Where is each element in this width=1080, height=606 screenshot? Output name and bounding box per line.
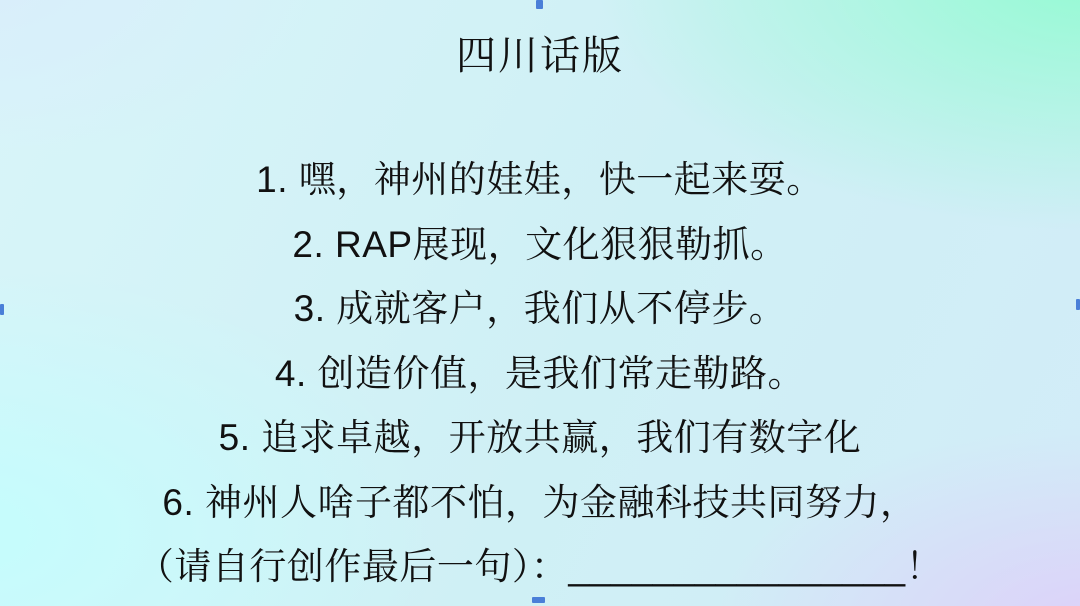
edge-mark-left <box>0 304 4 315</box>
slide-body <box>0 144 1080 596</box>
edge-mark-top <box>536 0 543 9</box>
chant-line-6: 6. 神州人啥子都不怕，为金融科技共同努力， <box>162 481 918 523</box>
chant-line-5: 5. 追求卓越，开放共赢，我们有数字化 <box>218 417 862 459</box>
chant-line-3: 3. 成就客户，我们从不停步。 <box>293 288 787 330</box>
slide-title: 四川话版 <box>456 34 624 78</box>
chant-line-4: 4. 创造价值，是我们常走勒路。 <box>274 352 806 394</box>
edge-mark-bottom <box>532 597 545 603</box>
chant-line-2: 2. RAP展现，文化狠狠勒抓。 <box>292 223 788 265</box>
chant-line-1: 1. 嘿，神州的娃娃，快一起来耍。 <box>256 159 824 201</box>
fill-in-blank-line: （请自行创作最后一句）：________________！ <box>136 546 944 588</box>
edge-mark-right <box>1076 299 1080 310</box>
